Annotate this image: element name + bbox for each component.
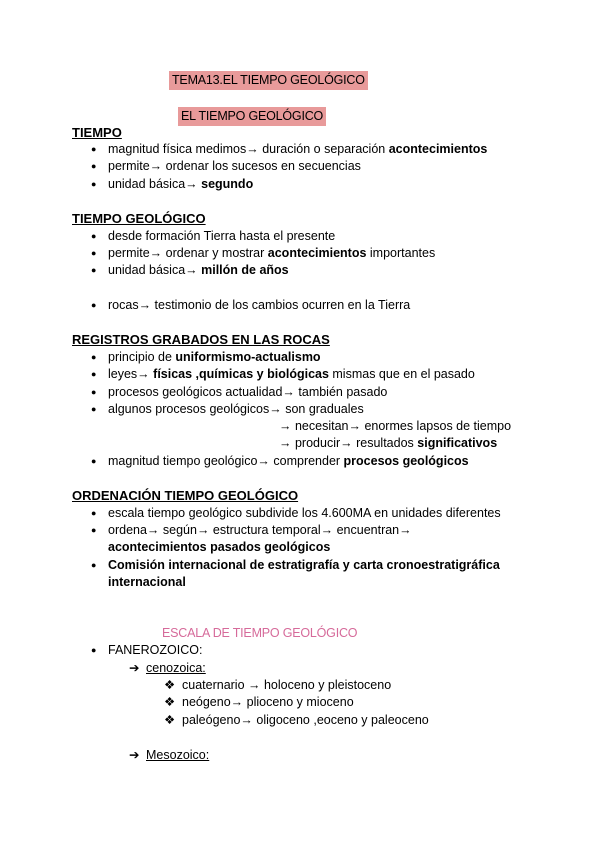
bullet-icon: ● [91,300,97,310]
bullet-icon: ● [91,161,97,171]
arrow-right-icon: ➔ [129,748,140,762]
sub-line: → producir→ resultados significativos [279,436,498,450]
section-heading-tiempo: TIEMPO [72,125,122,140]
section-heading-escala: ESCALA DE TIEMPO GEOLÓGICO [162,626,358,640]
bullet-icon: ● [91,352,97,362]
bullet-icon: ● [91,248,97,258]
list-item-continuation: acontecimientos pasados geológicos [108,540,331,554]
diamond-icon: ❖ [164,678,176,692]
bullet-icon: ● [91,265,97,275]
bullet-icon: ● [91,144,97,154]
bullet-icon: ● [91,369,97,379]
bullet-icon: ● [91,404,97,414]
document-title: TEMA13.EL TIEMPO GEOLÓGICO [169,71,368,90]
diamond-icon: ❖ [164,713,176,727]
bullet-icon: ● [91,525,97,535]
bullet-icon: ● [91,560,97,570]
bullet-icon: ● [91,179,97,189]
bullet-icon: ● [91,387,97,397]
bullet-icon: ● [91,645,97,655]
diamond-icon: ❖ [164,695,176,709]
section-heading-registros: REGISTROS GRABADOS EN LAS ROCAS [72,332,330,347]
section-heading-tiempo-geologico: TIEMPO GEOLÓGICO [72,211,206,226]
document-subtitle: EL TIEMPO GEOLÓGICO [178,107,326,126]
bullet-icon: ● [91,456,97,466]
bullet-icon: ● [91,231,97,241]
section-heading-ordenacion: ORDENACIÓN TIEMPO GEOLÓGICO [72,488,299,503]
arrow-right-icon: ➔ [129,661,140,675]
list-item-continuation: internacional [108,575,186,589]
sub-line: → necesitan→ enormes lapsos de tiempo [279,419,512,433]
bullet-icon: ● [91,508,97,518]
